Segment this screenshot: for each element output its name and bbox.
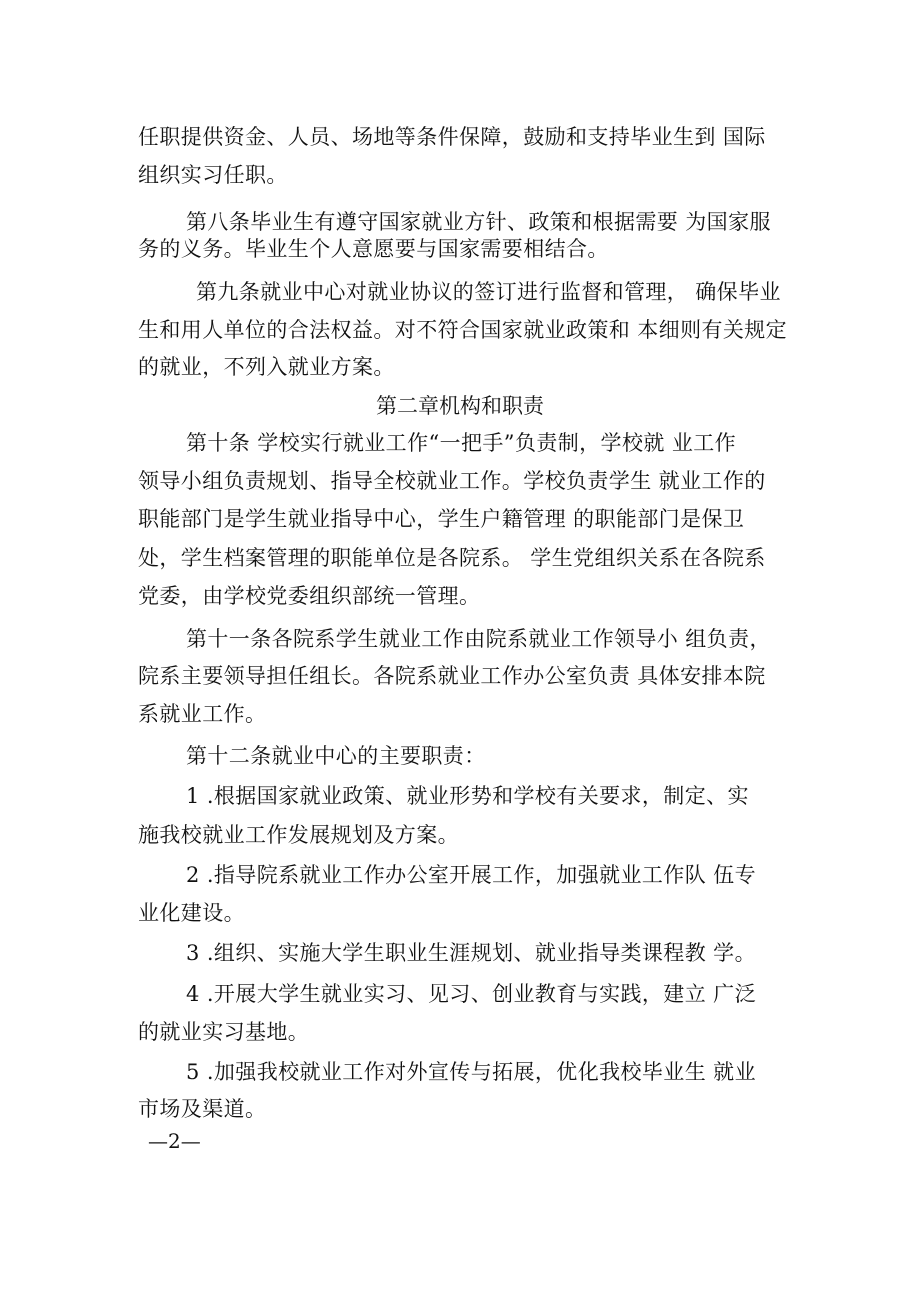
text-line: 任职提供资金、人员、场地等条件保障，鼓励和支持毕业生到 国际 xyxy=(138,125,766,149)
text-line: 生和用人单位的合法权益。对不符合国家就业政策和 本细则有关规定 xyxy=(138,318,788,342)
article-11-line: 第十一条各院系学生就业工作由院系就业工作领导小 组负责， xyxy=(186,627,771,651)
text-line: 组织实习任职。 xyxy=(138,163,288,187)
list-item: 2 .指导院系就业工作办公室开展工作，加强就业工作队 伍专 xyxy=(186,863,756,887)
list-item: 5 .加强我校就业工作对外宣传与拓展，优化我校毕业生 就业 xyxy=(186,1060,756,1084)
text-line: 处，学生档案管理的职能单位是各院系。 学生党组织关系在各院系 xyxy=(138,546,766,570)
article-8-line: 第八条毕业生有遵守国家就业方针、政策和根据需要 为国家服 xyxy=(186,210,771,234)
text-line: 施我校就业工作发展规划及方案。 xyxy=(138,823,459,847)
list-item: 1 .根据国家就业政策、就业形势和学校有关要求，制定、实 xyxy=(186,784,749,808)
list-item: 3 .组织、实施大学生职业生涯规划、就业指导类课程教 学。 xyxy=(186,941,756,965)
chapter-heading: 第二章机构和职责 xyxy=(376,394,544,418)
text-line: 的就业，不列入就业方案。 xyxy=(138,355,395,379)
text-line: 职能部门是学生就业指导中心，学生户籍管理 的职能部门是保卫 xyxy=(138,507,745,531)
text-line: 院系主要领导担任组长。各院系就业工作办公室负责 具体安排本院 xyxy=(138,664,766,688)
article-10-line: 第十条 学校实行就业工作“一把手”负责制，学校就 业工作 xyxy=(186,431,737,455)
article-12-line: 第十二条就业中心的主要职责： xyxy=(186,744,486,768)
text-line: 的就业实习基地。 xyxy=(138,1020,310,1044)
text-line: 业化建设。 xyxy=(138,901,245,925)
text-line: 领导小组负责规划、指导全校就业工作。学校负责学生 就业工作的 xyxy=(138,469,766,493)
text-line: 党委，由学校党委组织部统一管理。 xyxy=(138,584,481,608)
page-number: —2— xyxy=(148,1129,201,1153)
text-line: 务的义务。毕业生个人意愿要与国家需要相结合。 xyxy=(138,237,609,261)
article-9-line: 第九条就业中心对就业协议的签订进行监督和管理， 确保毕业 xyxy=(196,280,781,304)
text-line: 市场及渠道。 xyxy=(138,1097,267,1121)
text-line: 系就业工作。 xyxy=(138,702,267,726)
list-item: 4 .开展大学生就业实习、见习、创业教育与实践，建立 广泛 xyxy=(186,982,756,1006)
